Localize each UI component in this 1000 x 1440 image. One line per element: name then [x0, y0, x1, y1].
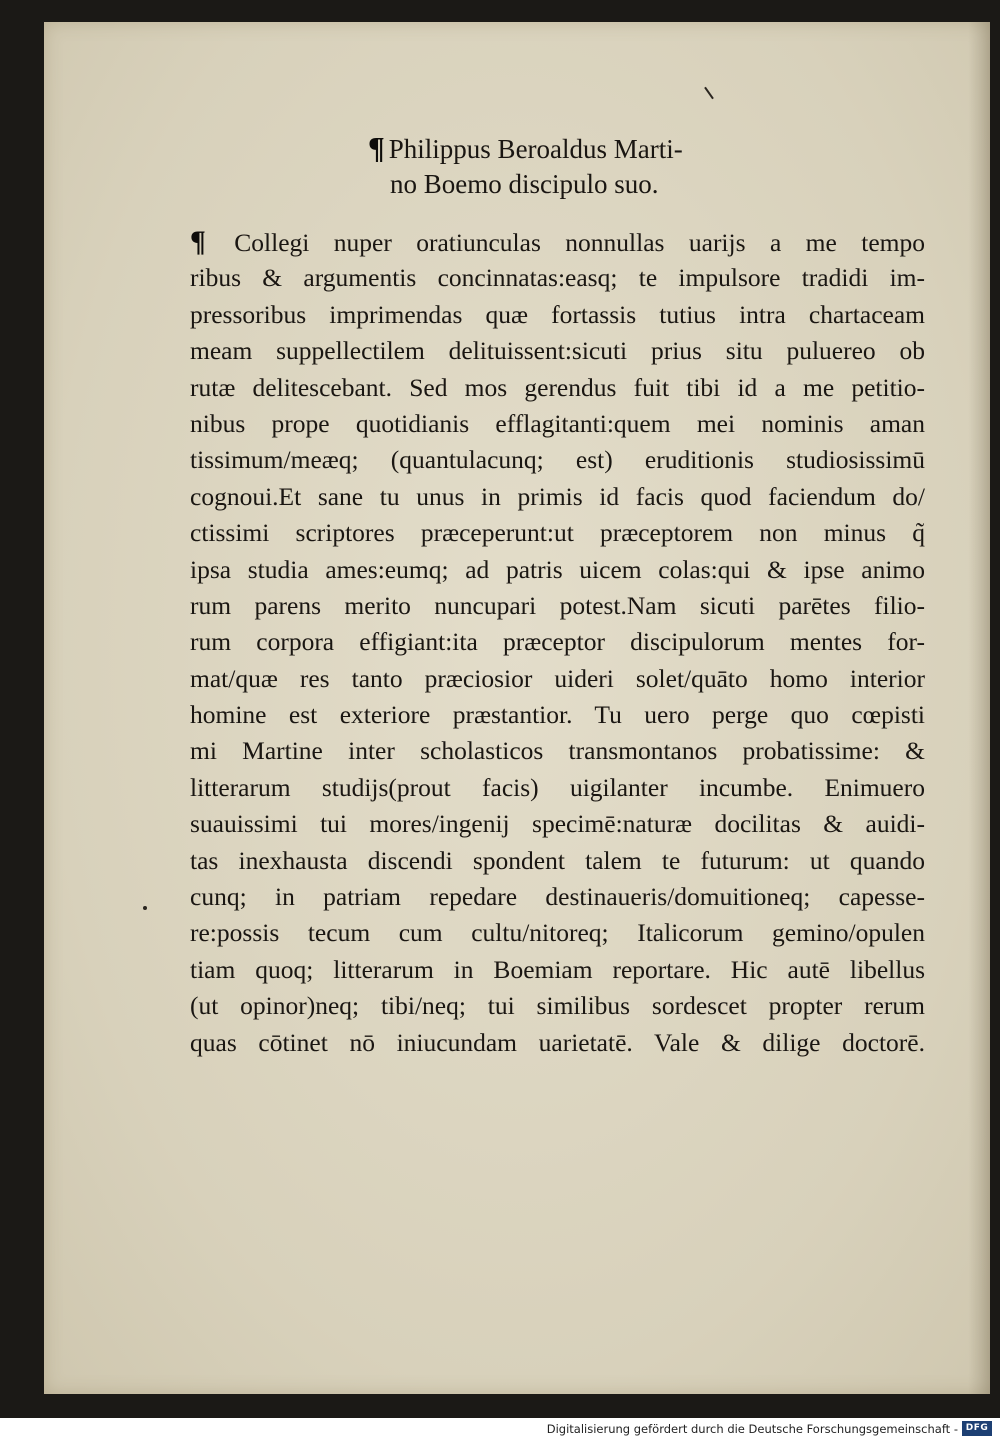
body-line: meam suppellectilem delituissent:sicuti prius situ puluereo ob [190, 336, 925, 366]
body-line: tissimum/meæq; (quantulacunq; est) eruditionis studiosissimū [190, 445, 925, 475]
heading-line [190, 130, 925, 166]
page-gutter-shadow [968, 22, 990, 1394]
heading-line-text: no Boemo discipulo suo. [390, 169, 659, 199]
body-line: suauissimi tui mores/ingenij specimē:naturæ docilitas & auidi- [190, 809, 925, 839]
digitization-footer [0, 1418, 1000, 1440]
body-line: cunq; in patriam repedare destinaueris/domuitioneq; capesse- [190, 882, 925, 912]
body-line: tiam quoq; litterarum in Boemiam reportare. Hic autē libellus [190, 954, 925, 984]
heading-line [190, 166, 925, 202]
dfg-logo-icon: DFG [962, 1421, 992, 1436]
body-line: mi Martine inter scholasticos transmontanos probatissime: & [190, 736, 925, 766]
heading-line-text: Philippus Beroaldus Marti- [388, 134, 683, 164]
body-line: ribus & argumentis concinnatas:easq; te impulsore tradidi im- [190, 263, 925, 293]
body-line: nibus prope quotidianis efflagitanti:quem mei nominis aman [190, 408, 925, 438]
ink-dot [143, 906, 147, 910]
body-line: cognoui.Et sane tu unus in primis id facis quod faciendum do/ [190, 481, 925, 511]
body-line: re:possis tecum cum cultu/nitoreq; Italicorum gemino/opulen [190, 918, 925, 948]
body-line: ipsa studia ames:eumq; ad patris uicem colas:qui & ipse animo [190, 554, 925, 584]
body-line [190, 224, 925, 260]
body-line: tas inexhausta discendi spondent talem te futurum: ut quando [190, 845, 925, 875]
body-line: quas cōtinet nō iniucundam uarietatē. Vale & dilige doctorē. [190, 1027, 925, 1057]
body-line: pressoribus imprimendas quæ fortassis tutius intra chartaceam [190, 299, 925, 329]
body-line: mat/quæ res tanto præciosior uideri solet/quāto homo interior [190, 663, 925, 693]
pilcrow-icon: ¶ [368, 130, 385, 165]
letter-body [190, 224, 925, 1061]
pilcrow-icon: ¶ [190, 226, 206, 258]
body-line: ctissimi scriptores præceperunt:ut præceptorem non minus q̃ [190, 518, 925, 548]
body-line: homine est exteriore præstantior. Tu uero perge quo cœpisti [190, 700, 925, 730]
body-line: litterarum studijs(prout facis) uigilanter incumbe. Enimuero [190, 772, 925, 802]
dedication-heading [190, 130, 925, 202]
body-line: rutæ delitescebant. Sed mos gerendus fuit tibi id a me petitio- [190, 372, 925, 402]
body-line: rum corpora effigiant:ita præceptor discipulorum mentes for- [190, 627, 925, 657]
body-line: (ut opinor)neq; tibi/neq; tui similibus sordescet propter rerum [190, 991, 925, 1021]
funding-credit: Digitalisierung gefördert durch die Deutsche Forschungsgemeinschaft - [546, 1422, 958, 1436]
body-line: rum parens merito nuncupari potest.Nam sicuti parētes filio- [190, 590, 925, 620]
body-line-text: Collegi nuper oratiunculas nonnullas uarijs a me tempo [234, 228, 925, 257]
